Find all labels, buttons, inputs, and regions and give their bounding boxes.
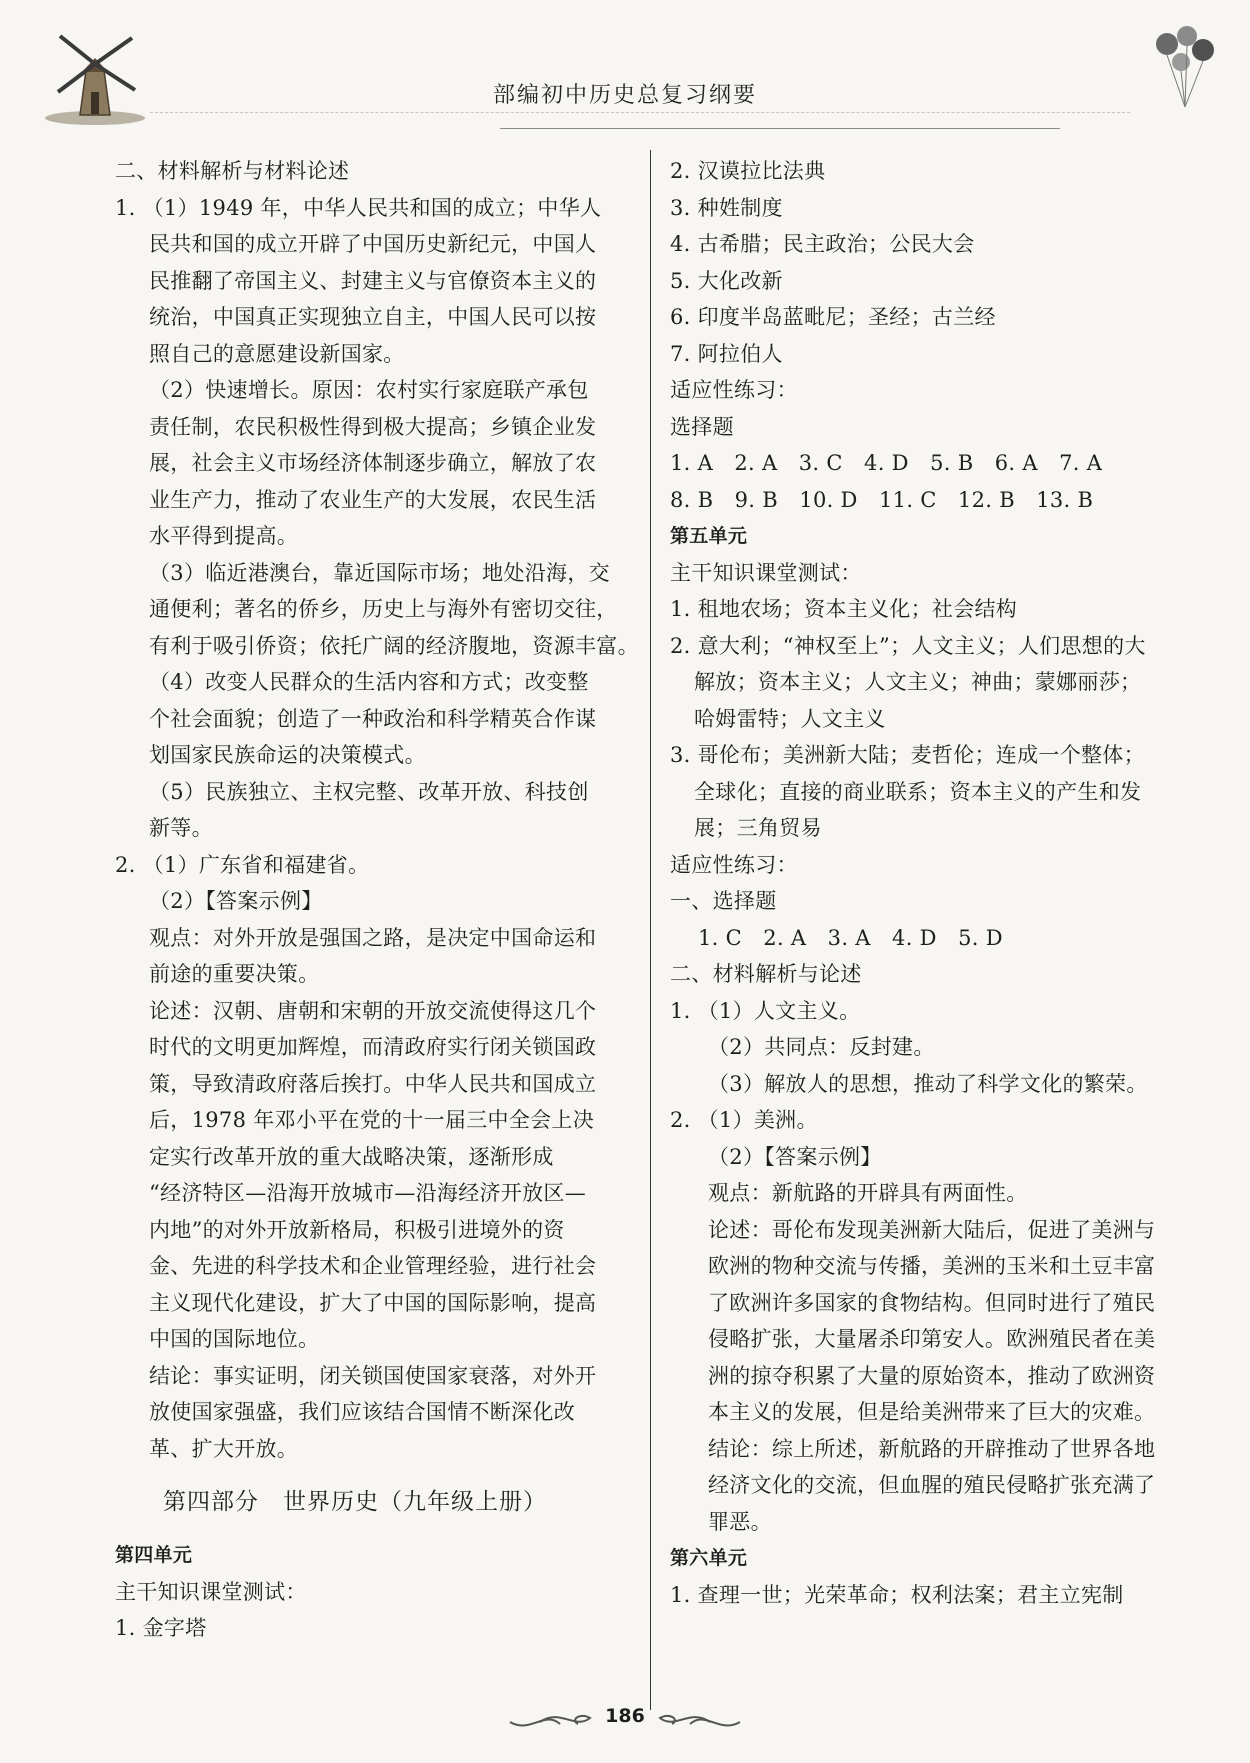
right-column [670, 153, 1200, 1613]
text-line: 二、材料解析与论述 [670, 962, 862, 986]
page-number: 186 [605, 1705, 645, 1727]
text-line: 经济文化的交流，但血腥的殖民侵略扩张充满了 [708, 1473, 1156, 1497]
text-line: 全球化；直接的商业联系；资本主义的产生和发 [694, 779, 1142, 804]
text-line: 观点：对外开放是强国之路，是决定中国命运和 [149, 925, 597, 950]
answer-line: 1. A 2. A 3. C 4. D 5. B 6. A 7. A [670, 451, 1103, 475]
page-header [0, 0, 1250, 150]
text-line: 论述：哥伦布发现美洲新大陆后，促进了美洲与 [708, 1217, 1156, 1242]
text-line: （5）民族独立、主权完整、改革开放、科技创 [149, 779, 589, 804]
text-line: 统治，中国真正实现独立自主，中国人民可以按 [149, 305, 597, 329]
answer-line: 8. B 9. B 10. D 11. C 12. B 13. B [670, 487, 1094, 512]
text-line: （2）共同点：反封建。 [708, 1035, 935, 1059]
left-column [115, 153, 639, 1647]
text-line: 新等。 [149, 816, 213, 840]
text-line: 结论：综上所述，新航路的开辟推动了世界各地 [708, 1436, 1156, 1461]
text-line: 适应性练习： [670, 378, 798, 402]
text-line: “经济特区—沿海开放城市—沿海经济开放区— [149, 1181, 587, 1205]
text-line: （3）解放人的思想，推动了科学文化的繁荣。 [708, 1071, 1148, 1096]
text-line: 民共和国的成立开辟了中国历史新纪元，中国人 [149, 232, 597, 256]
text-line: 结论：事实证明，闭关锁国使国家衰落，对外开 [149, 1363, 597, 1388]
text-line: 后，1978 年邓小平在党的十一届三中全会上决 [149, 1108, 595, 1132]
text-line: 1. （1）人文主义。 [670, 998, 861, 1023]
text-line: 2. （1）广东省和福建省。 [115, 852, 370, 877]
text-line: 一、选择题 [670, 889, 777, 913]
text-line: 1. 租地农场；资本主义化；社会结构 [670, 597, 1018, 621]
text-line: 前途的重要决策。 [149, 962, 320, 986]
text-line: 侵略扩张，大量屠杀印第安人。欧洲殖民者在美 [708, 1327, 1156, 1351]
text-line: 了欧洲许多国家的食物结构。但同时进行了殖民 [708, 1290, 1156, 1315]
text-line: 6. 印度半岛蓝毗尼；圣经；古兰经 [670, 305, 996, 329]
section-heading: 二、材料解析与材料论述 [115, 159, 350, 183]
text-line: 3. 哥伦布；美洲新大陆；麦哲伦；连成一个整体； [670, 743, 1145, 767]
unit-heading: 第五单元 [670, 525, 748, 547]
answer-line: 1. C 2. A 3. A 4. D 5. D [698, 925, 1003, 950]
text-line: 观点：新航路的开辟具有两面性。 [708, 1181, 1028, 1205]
text-line: 金、先进的科学技术和企业管理经验，进行社会 [149, 1254, 597, 1278]
text-line: 展，社会主义市场经济体制逐步确立，解放了农 [149, 451, 597, 475]
text-line: 4. 古希腊；民主政治；公民大会 [670, 232, 975, 256]
text-line: 主义现代化建设，扩大了中国的国际影响，提高 [149, 1290, 597, 1315]
text-line: 选择题 [670, 414, 734, 439]
part-title: 第四部分 世界历史（九年级上册） [163, 1489, 547, 1515]
text-line: 策，导致清政府落后挨打。中华人民共和国成立 [149, 1071, 597, 1096]
balloons-icon [1145, 22, 1225, 112]
text-line: 中国的国际地位。 [149, 1327, 320, 1351]
text-line: 定实行改革开放的重大战略决策，逐渐形成 [149, 1144, 554, 1169]
text-line: 2. 汉谟拉比法典 [670, 159, 826, 183]
column-divider [650, 150, 651, 1710]
text-line: 1. 金字塔 [115, 1616, 207, 1640]
text-line: 1. 查理一世；光荣革命；权利法案；君主立宪制 [670, 1582, 1124, 1607]
text-line: 革、扩大开放。 [149, 1436, 299, 1461]
text-line: 责任制，农民积极性得到极大提高；乡镇企业发 [149, 414, 597, 439]
text-line: 2. （1）美洲。 [670, 1108, 818, 1132]
text-line: 民推翻了帝国主义、封建主义与官僚资本主义的 [149, 268, 597, 293]
text-line: 内地”的对外开放新格局，积极引进境外的资 [149, 1217, 565, 1242]
text-line: 1. （1）1949 年，中华人民共和国的成立；中华人 [115, 195, 602, 220]
text-line: 主干知识课堂测试： [670, 560, 862, 585]
text-line: 论述：汉朝、唐朝和宋朝的开放交流使得这几个 [149, 998, 597, 1023]
text-line: 个社会面貌；创造了一种政治和科学精英合作谋 [149, 706, 597, 731]
header-rule [500, 128, 1060, 129]
text-line: 有利于吸引侨资；依托广阔的经济腹地，资源丰富。 [149, 633, 639, 658]
text-line: 哈姆雷特；人文主义 [694, 706, 886, 731]
text-line: 水平得到提高。 [149, 524, 299, 548]
text-line: 洲的掠夺积累了大量的原始资本，推动了欧洲资 [708, 1363, 1156, 1388]
text-line: 时代的文明更加辉煌，而清政府实行闭关锁国政 [149, 1035, 597, 1059]
text-line: 主干知识课堂测试： [115, 1579, 307, 1604]
text-line: （4）改变人民群众的生活内容和方式；改变整 [149, 670, 589, 694]
unit-heading: 第四单元 [115, 1544, 193, 1566]
text-line: （2）【答案示例】 [149, 889, 323, 913]
text-line: 3. 种姓制度 [670, 195, 783, 220]
text-line: 本主义的发展，但是给美洲带来了巨大的灾难。 [708, 1400, 1156, 1424]
header-dashed-line [150, 112, 1130, 113]
text-line: （2）快速增长。原因：农村实行家庭联产承包 [149, 378, 589, 402]
unit-heading: 第六单元 [670, 1547, 748, 1569]
text-line: 业生产力，推动了农业生产的大发展，农民生活 [149, 487, 597, 512]
text-line: 划国家民族命运的决策模式。 [149, 743, 426, 767]
text-line: 适应性练习： [670, 852, 798, 877]
text-line: 5. 大化改新 [670, 268, 783, 293]
text-line: （3）临近港澳台，靠近国际市场；地处沿海，交 [149, 560, 610, 585]
text-line: 展；三角贸易 [694, 816, 822, 840]
text-line: 通便利；著名的侨乡，历史上与海外有密切交往， [149, 597, 618, 621]
text-line: （2）【答案示例】 [708, 1144, 882, 1169]
text-line: 解放；资本主义；人文主义；神曲；蒙娜丽莎； [694, 670, 1142, 694]
text-line: 2. 意大利；“神权至上”；人文主义；人们思想的大 [670, 633, 1146, 658]
text-line: 罪恶。 [708, 1509, 772, 1534]
text-line: 7. 阿拉伯人 [670, 341, 783, 366]
text-line: 放使国家强盛，我们应该结合国情不断深化改 [149, 1400, 575, 1424]
page-header-title: 部编初中历史总复习纲要 [492, 83, 757, 108]
text-line: 欧洲的物种交流与传播，美洲的玉米和土豆丰富 [708, 1254, 1156, 1278]
text-line: 照自己的意愿建设新国家。 [149, 341, 405, 366]
